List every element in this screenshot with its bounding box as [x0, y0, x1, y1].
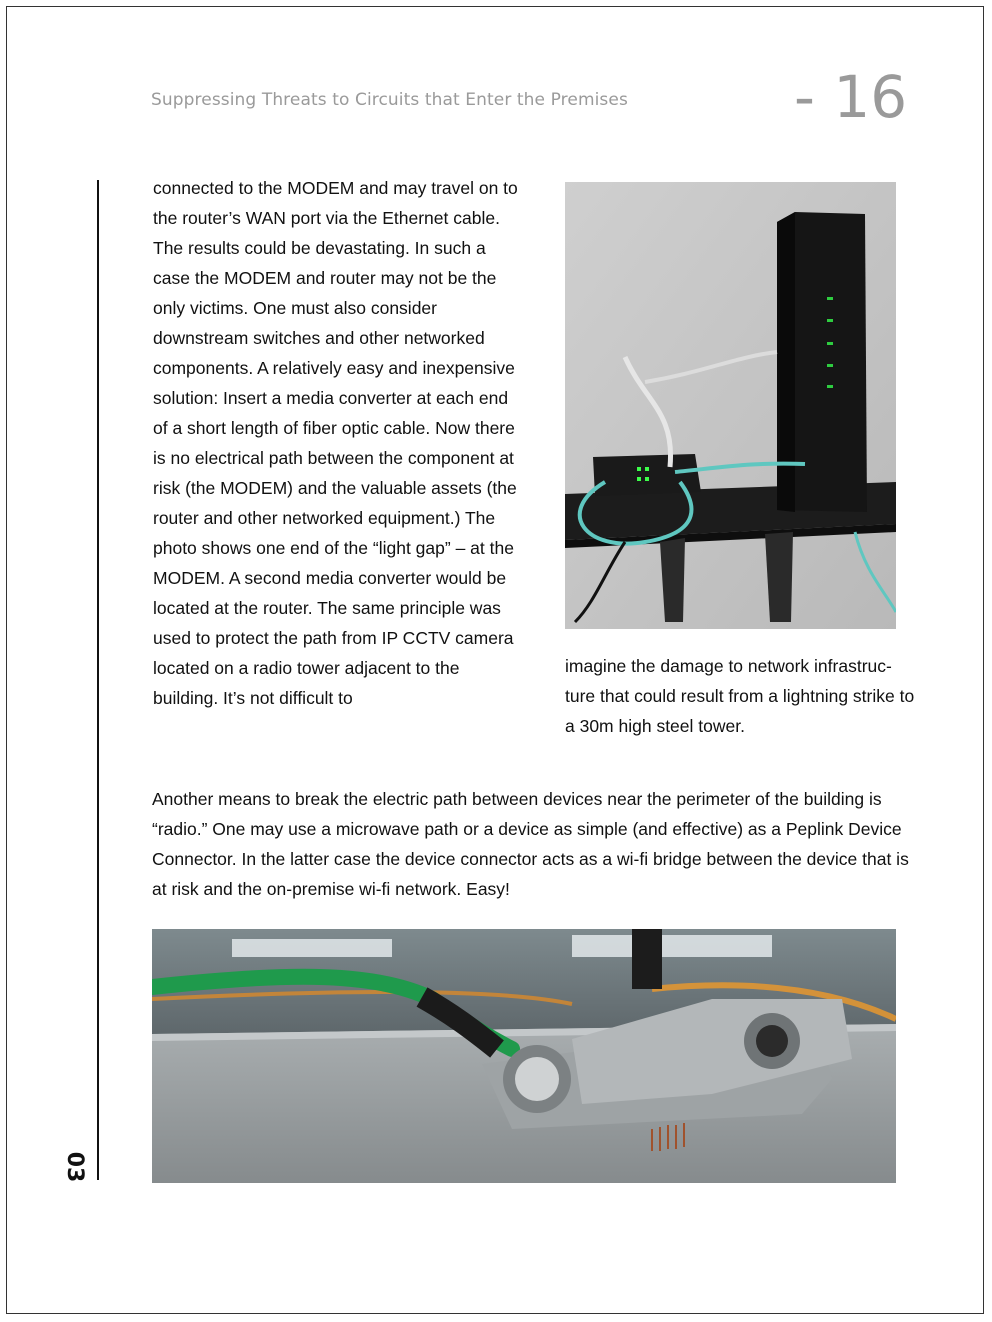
modem-photo — [565, 182, 896, 629]
chapter-number: 03 — [62, 1151, 87, 1183]
vertical-rule — [97, 180, 99, 1180]
page-number: - 16 — [794, 63, 908, 131]
right-column-text: imagine the damage to network infrastruc-ture that could result from a lightning strike to a 30m high steel tower. — [565, 656, 915, 736]
running-title: Suppressing Threats to Circuits that Enter the Premises — [151, 90, 628, 110]
left-column-text: connected to the MODEM and may travel on to the router’s WAN port via the Ethernet cable. The results could be devastating. In such a case the MODEM and router may not be the only victims. One must also consider downstream switches and other networked components. A relatively easy and inexpensive solution: Insert a media converter at each end of a short length of fiber optic cable. Now there is no electrical path between the component at risk (the MODEM) and the valuable assets (the router and other networked equipment.) The photo shows one end of the “light gap” – at the MODEM. A second media converter would be located at the router. The same principle was used to protect the path from IP CCTV camera located on a radio tower adjacent to the building. It’s not difficult to — [153, 178, 518, 708]
full-width-paragraph: Another means to break the electric path between devices near the perimeter of the building is “radio.” One may use a microwave path or a device as simple (and effective) as a Peplink Device Connector. In the latter case the device connector acts as a wi-fi bridge between the device that is at risk and the on-premise wi-fi network. Easy! — [152, 789, 909, 899]
ground-clamp-photo — [152, 929, 896, 1183]
